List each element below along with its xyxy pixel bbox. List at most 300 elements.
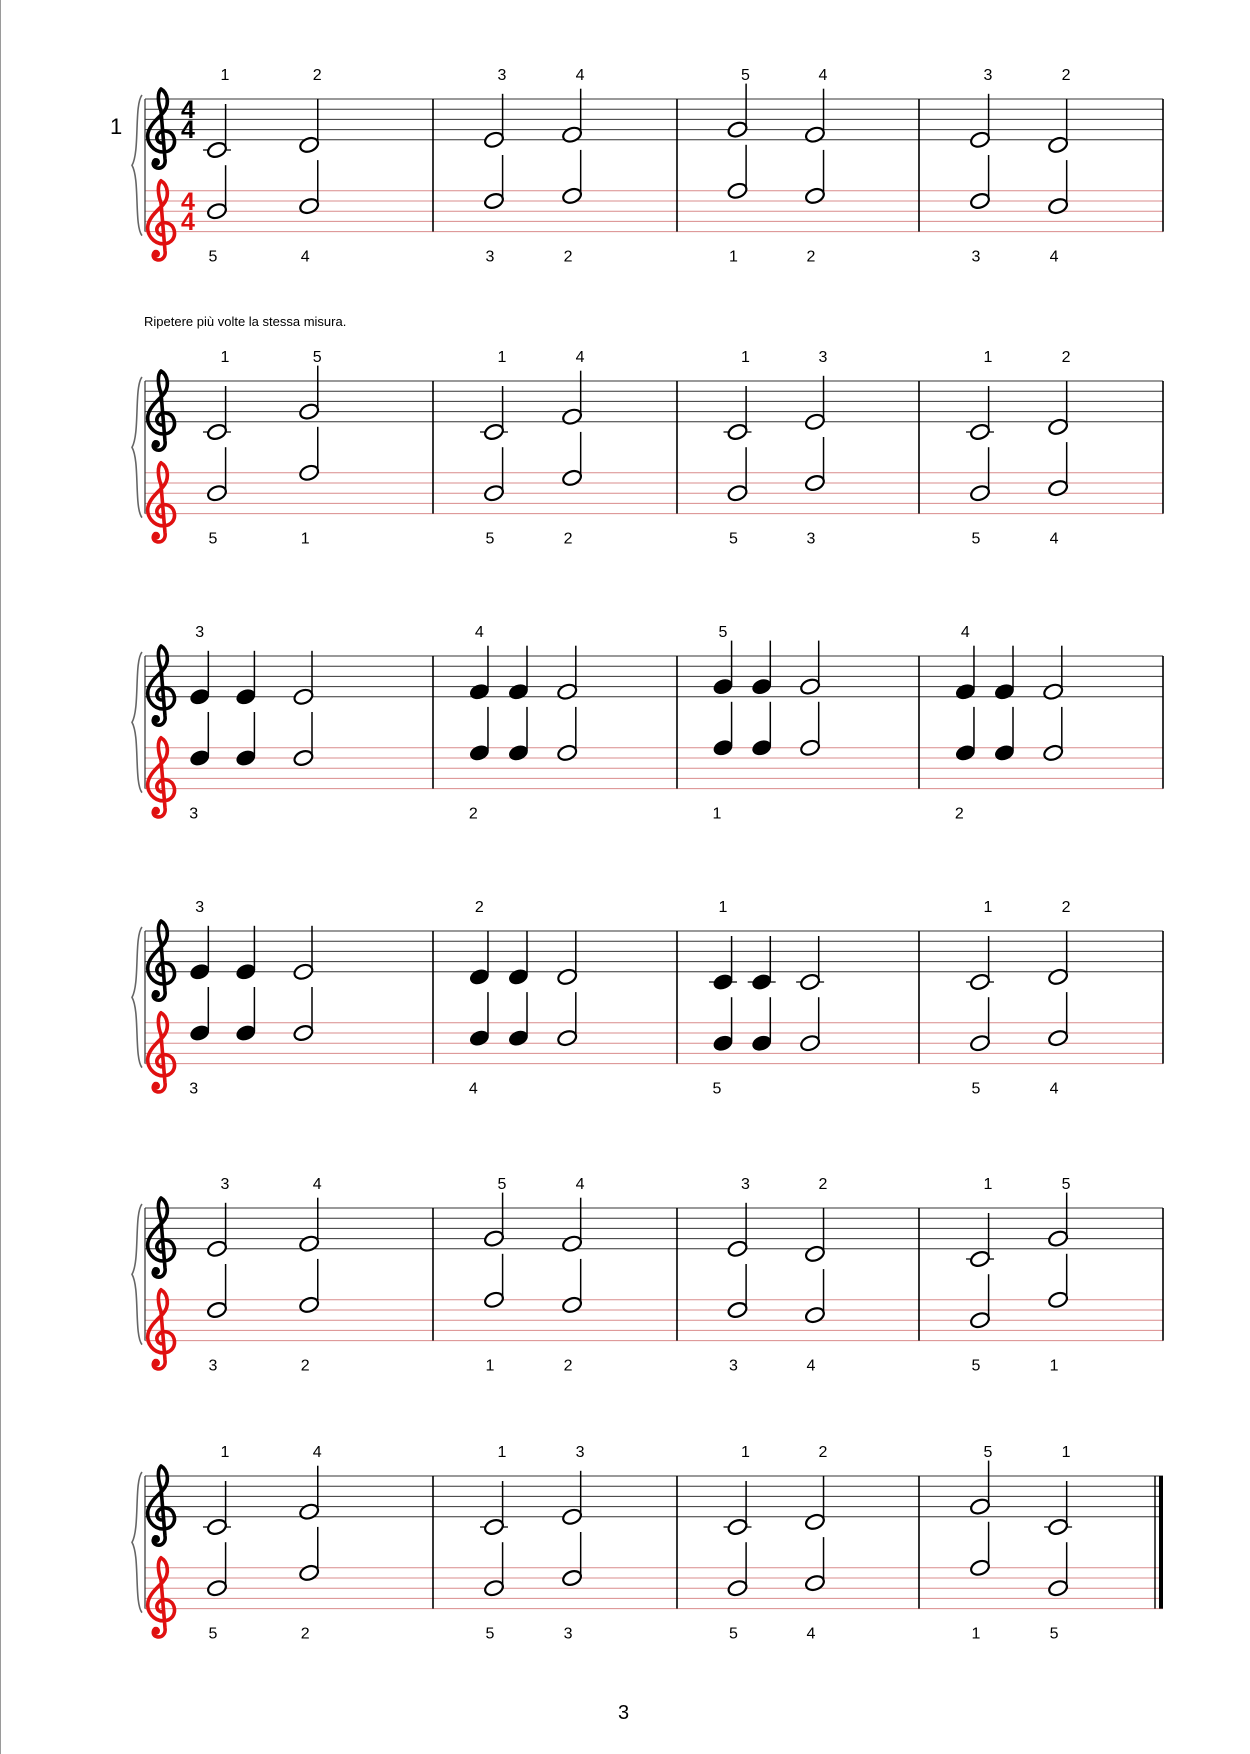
finger-number-upper: 3 [195, 624, 205, 641]
quarter-note [712, 641, 734, 696]
time-signature-bottom: 4 [181, 207, 195, 236]
half-note [480, 386, 508, 441]
finger-number-lower: 1 [729, 248, 738, 266]
half-note [203, 1481, 231, 1536]
treble-clef-path [148, 89, 175, 168]
finger-number-lower: 4 [468, 1080, 478, 1098]
brace-icon [132, 1472, 142, 1613]
half-note [1047, 992, 1069, 1047]
note-head [507, 1029, 529, 1048]
page-number: 3 [618, 1702, 630, 1724]
half-note [1047, 931, 1069, 986]
finger-number-upper: 5 [497, 1176, 507, 1193]
finger-number-upper: 2 [818, 1444, 828, 1461]
note-head [799, 738, 821, 757]
finger-number-upper: 4 [960, 624, 970, 641]
finger-number-lower: 2 [563, 530, 573, 548]
half-note [203, 386, 231, 441]
quarter-note [235, 926, 257, 981]
note-head [468, 1029, 490, 1048]
half-note [1042, 707, 1064, 762]
half-note [1047, 442, 1069, 497]
finger-number-lower: 5 [208, 530, 218, 548]
half-note [298, 1466, 320, 1521]
finger-number-lower: 4 [1049, 248, 1059, 266]
finger-number-lower: 5 [712, 1080, 722, 1098]
note-head [556, 968, 578, 987]
finger-number-lower: 5 [971, 530, 981, 548]
finger-number-upper: 3 [220, 1176, 230, 1193]
note-head [727, 423, 749, 442]
finger-number-lower: 1 [712, 805, 722, 823]
finger-number-upper: 1 [983, 899, 993, 916]
note-head [969, 973, 991, 992]
note-head [556, 1029, 578, 1048]
half-note [561, 1259, 583, 1314]
half-note [804, 1269, 826, 1324]
finger-number-upper: 4 [312, 1444, 322, 1461]
finger-number-upper: 2 [1061, 899, 1071, 916]
quarter-note [507, 992, 529, 1047]
note-head [561, 469, 583, 488]
half-note [724, 386, 752, 441]
half-note [292, 987, 314, 1042]
note-head [235, 1024, 257, 1043]
half-note [727, 145, 749, 200]
treble-clef-dot [152, 1267, 160, 1275]
note-head [483, 423, 505, 442]
note-head [483, 130, 505, 149]
half-note [206, 1542, 228, 1597]
half-note [799, 641, 821, 696]
note-head [206, 1301, 228, 1320]
finger-number-upper: 1 [497, 1444, 507, 1461]
half-note [804, 89, 826, 144]
note-head [507, 682, 529, 701]
finger-number-upper: 3 [497, 67, 507, 84]
note-head [189, 962, 211, 981]
note-head [804, 1306, 826, 1325]
note-head [804, 1574, 826, 1593]
quarter-note [712, 997, 734, 1052]
finger-number-lower: 5 [485, 1625, 495, 1643]
treble-clef-dot [152, 440, 160, 448]
note-head [298, 197, 320, 216]
quarter-note [507, 707, 529, 762]
finger-number-lower: 4 [1049, 1080, 1059, 1098]
half-note [804, 1537, 826, 1592]
note-head [799, 973, 821, 992]
treble-clef-dot [152, 990, 160, 998]
quarter-note [235, 651, 257, 706]
treble-clef-path [148, 1558, 175, 1637]
finger-number-upper: 2 [818, 1176, 828, 1193]
note-head [727, 1301, 749, 1320]
note-head [1047, 418, 1069, 437]
note-head [561, 407, 583, 426]
note-head [969, 1558, 991, 1577]
time-signature-bottom: 4 [181, 116, 195, 144]
brace-icon [132, 927, 142, 1068]
finger-number-lower: 5 [208, 248, 218, 266]
quarter-note [507, 646, 529, 701]
half-note [298, 1198, 320, 1253]
treble-clef-dot [152, 1535, 160, 1543]
finger-number-upper: 1 [220, 67, 230, 84]
note-head [298, 1296, 320, 1315]
note-head [799, 677, 821, 696]
system-1 [145, 67, 1163, 266]
finger-number-upper: 1 [718, 899, 728, 916]
finger-number-lower: 2 [954, 805, 964, 823]
half-note [969, 1461, 991, 1516]
half-note [727, 1203, 749, 1258]
note-head [189, 749, 211, 768]
finger-number-upper: 4 [575, 1176, 585, 1193]
finger-number-upper: 1 [497, 349, 507, 366]
treble-clef-icon [148, 646, 175, 725]
note-head [206, 484, 228, 503]
half-note [1047, 1254, 1069, 1309]
half-note [298, 366, 320, 421]
brace-icon [132, 95, 142, 236]
finger-number-lower: 1 [300, 530, 310, 548]
note-head [483, 1229, 505, 1248]
note-head [292, 687, 314, 706]
finger-number-upper: 4 [474, 624, 484, 641]
finger-number-lower: 3 [563, 1625, 573, 1643]
quarter-note [235, 987, 257, 1042]
half-note [556, 931, 578, 986]
finger-number-lower: 5 [971, 1357, 981, 1375]
half-note [727, 1542, 749, 1597]
finger-number-upper: 2 [312, 67, 322, 84]
note-head [1047, 968, 1069, 987]
quarter-note [712, 702, 734, 757]
note-head [804, 412, 826, 431]
finger-number-lower: 2 [468, 805, 478, 823]
finger-number-upper: 5 [983, 1444, 993, 1461]
finger-number-lower: 1 [971, 1625, 981, 1643]
note-head [969, 1250, 991, 1269]
note-head [727, 1518, 749, 1537]
quarter-note [709, 936, 737, 991]
note-head [804, 125, 826, 144]
finger-number-upper: 4 [818, 67, 828, 84]
finger-number-upper: 1 [983, 1176, 993, 1193]
time-signature-top: 4 [181, 96, 195, 124]
treble-clef-path [148, 181, 175, 260]
note-head [298, 136, 320, 155]
finger-number-upper: 1 [741, 349, 750, 366]
note-head [206, 1579, 228, 1598]
half-note [480, 1481, 508, 1536]
note-head [727, 120, 749, 139]
finger-number-lower: 4 [300, 248, 310, 266]
half-note [483, 94, 505, 149]
half-note [969, 155, 991, 210]
note-head [969, 130, 991, 149]
quarter-note [189, 926, 211, 981]
note-head [954, 682, 976, 701]
finger-number-lower: 5 [485, 530, 495, 548]
finger-number-upper: 3 [818, 349, 828, 366]
note-head [483, 1290, 505, 1309]
instruction-text: Ripetere più volte la stessa misura. [144, 314, 347, 329]
note-head [712, 973, 734, 992]
quarter-note [993, 707, 1015, 762]
note-head [1042, 744, 1064, 763]
half-note [1047, 1542, 1069, 1597]
note-head [468, 968, 490, 987]
finger-number-lower: 2 [300, 1625, 310, 1643]
note-head [235, 687, 257, 706]
half-note [556, 992, 578, 1047]
note-head [507, 744, 529, 763]
half-note [298, 99, 320, 154]
treble-clef-icon [148, 89, 175, 168]
note-head [712, 677, 734, 696]
finger-number-lower: 5 [729, 1625, 738, 1643]
half-note [804, 1208, 826, 1263]
treble-clef-dot [152, 1082, 160, 1090]
note-head [235, 749, 257, 768]
treble-clef-icon [148, 1558, 175, 1637]
note-head [969, 192, 991, 211]
note-head [189, 687, 211, 706]
half-note [483, 155, 505, 210]
half-note [292, 926, 314, 981]
note-head [969, 484, 991, 503]
finger-number-upper: 4 [575, 349, 585, 366]
half-note [969, 447, 991, 502]
note-head [727, 1579, 749, 1598]
note-head [561, 1234, 583, 1253]
finger-number-upper: 1 [741, 1444, 750, 1461]
quarter-note [954, 707, 976, 762]
finger-number-lower: 3 [806, 530, 816, 548]
half-note [298, 1527, 320, 1582]
treble-clef-path [148, 921, 175, 1000]
system-5 [145, 1176, 1163, 1375]
half-note [727, 447, 749, 502]
finger-number-upper: 5 [312, 349, 322, 366]
half-note [1044, 1481, 1072, 1536]
half-note [206, 165, 228, 220]
half-note [292, 651, 314, 706]
treble-clef-dot [152, 532, 160, 540]
half-note [1047, 381, 1069, 436]
note-head [556, 744, 578, 763]
finger-number-lower: 3 [729, 1357, 738, 1375]
note-head [712, 738, 734, 757]
half-note [298, 1259, 320, 1314]
note-head [1047, 1518, 1069, 1537]
half-note [724, 1481, 752, 1536]
note-head [969, 1497, 991, 1516]
finger-number-lower: 5 [729, 530, 738, 548]
time-signature-top: 4 [181, 187, 195, 216]
half-note [966, 1213, 994, 1268]
half-note [969, 94, 991, 149]
finger-number-lower: 4 [1049, 530, 1059, 548]
note-head [1042, 682, 1064, 701]
note-head [751, 1034, 773, 1053]
half-note [561, 432, 583, 487]
finger-number-upper: 3 [741, 1176, 750, 1193]
quarter-note [751, 702, 773, 757]
treble-clef-path [148, 1198, 175, 1277]
note-head [292, 962, 314, 981]
half-note [483, 1193, 505, 1248]
note-head [483, 484, 505, 503]
note-head [751, 973, 773, 992]
half-note [727, 1264, 749, 1319]
note-head [298, 463, 320, 482]
half-note [292, 712, 314, 767]
half-note [561, 89, 583, 144]
half-note [206, 447, 228, 502]
quarter-note [189, 987, 211, 1042]
treble-clef-dot [152, 715, 160, 723]
note-head [298, 402, 320, 421]
note-head [206, 1239, 228, 1258]
finger-number-upper: 1 [1061, 1444, 1071, 1461]
half-note [966, 386, 994, 441]
note-head [298, 1502, 320, 1521]
quarter-note [235, 712, 257, 767]
quarter-note [468, 707, 490, 762]
finger-number-lower: 3 [485, 248, 495, 266]
note-head [727, 181, 749, 200]
treble-clef-path [148, 646, 175, 725]
half-note [298, 160, 320, 215]
finger-number-lower: 5 [208, 1625, 218, 1643]
note-head [556, 682, 578, 701]
note-head [561, 1296, 583, 1315]
note-head [993, 682, 1015, 701]
note-head [507, 968, 529, 987]
note-head [298, 1234, 320, 1253]
system-2 [145, 349, 1163, 548]
note-head [561, 125, 583, 144]
finger-number-lower: 1 [485, 1357, 495, 1375]
brace-icon [132, 377, 142, 518]
treble-clef-icon [148, 181, 175, 260]
finger-number-upper: 1 [220, 349, 230, 366]
half-note [1047, 160, 1069, 215]
half-note [969, 1522, 991, 1577]
finger-number-lower: 2 [563, 248, 573, 266]
half-note [1047, 99, 1069, 154]
note-head [1047, 197, 1069, 216]
finger-number-upper: 2 [1061, 67, 1071, 84]
half-note [1042, 646, 1064, 701]
note-head [1047, 479, 1069, 498]
half-note [969, 1274, 991, 1329]
half-note [799, 702, 821, 757]
finger-number-upper: 3 [983, 67, 993, 84]
finger-number-lower: 2 [300, 1357, 310, 1375]
quarter-note [751, 641, 773, 696]
note-head [235, 962, 257, 981]
half-note [203, 104, 231, 159]
note-head [799, 1034, 821, 1053]
note-head [727, 484, 749, 503]
treble-clef-icon [148, 738, 175, 817]
note-head [483, 192, 505, 211]
quarter-note [468, 992, 490, 1047]
treble-clef-icon [148, 371, 175, 450]
note-head [1047, 1029, 1069, 1048]
note-head [561, 1569, 583, 1588]
treble-clef-icon [148, 1198, 175, 1277]
half-note [727, 84, 749, 139]
half-note [561, 1471, 583, 1526]
treble-clef-icon [148, 463, 175, 542]
treble-clef-dot [152, 807, 160, 815]
treble-clef-path [148, 371, 175, 450]
half-note [804, 376, 826, 431]
finger-number-lower: 3 [189, 805, 199, 823]
note-head [298, 1564, 320, 1583]
quarter-note [751, 997, 773, 1052]
half-note [804, 1476, 826, 1531]
half-note [561, 1198, 583, 1253]
treble-clef-path [148, 738, 175, 817]
note-head [561, 1507, 583, 1526]
treble-clef-path [148, 1290, 175, 1369]
finger-number-upper: 3 [195, 899, 205, 916]
note-head [561, 187, 583, 206]
half-note [804, 437, 826, 492]
half-note [206, 1264, 228, 1319]
half-note [966, 936, 994, 991]
note-head [969, 1311, 991, 1330]
finger-number-upper: 4 [312, 1176, 322, 1193]
treble-clef-dot [152, 158, 160, 166]
note-head [292, 749, 314, 768]
finger-number-upper: 4 [575, 67, 585, 84]
note-head [483, 1579, 505, 1598]
finger-number-lower: 4 [806, 1357, 816, 1375]
half-note [561, 371, 583, 426]
note-head [751, 677, 773, 696]
treble-clef-icon [148, 921, 175, 1000]
note-head [468, 744, 490, 763]
finger-number-upper: 5 [741, 67, 750, 84]
finger-number-upper: 2 [474, 899, 484, 916]
note-head [206, 423, 228, 442]
note-head [954, 744, 976, 763]
finger-number-lower: 3 [208, 1357, 218, 1375]
quarter-note [468, 931, 490, 986]
half-note [796, 936, 824, 991]
system-3 [145, 624, 1163, 823]
finger-number-lower: 5 [971, 1080, 981, 1098]
finger-number-upper: 2 [1061, 349, 1071, 366]
note-head [804, 474, 826, 493]
finger-number-upper: 1 [220, 1444, 230, 1461]
note-head [751, 738, 773, 757]
half-note [556, 707, 578, 762]
half-note [799, 997, 821, 1052]
finger-number-lower: 1 [1049, 1357, 1059, 1375]
note-head [1047, 1579, 1069, 1598]
finger-number-lower: 3 [189, 1080, 199, 1098]
finger-number-lower: 2 [806, 248, 816, 266]
finger-number-lower: 3 [971, 248, 981, 266]
